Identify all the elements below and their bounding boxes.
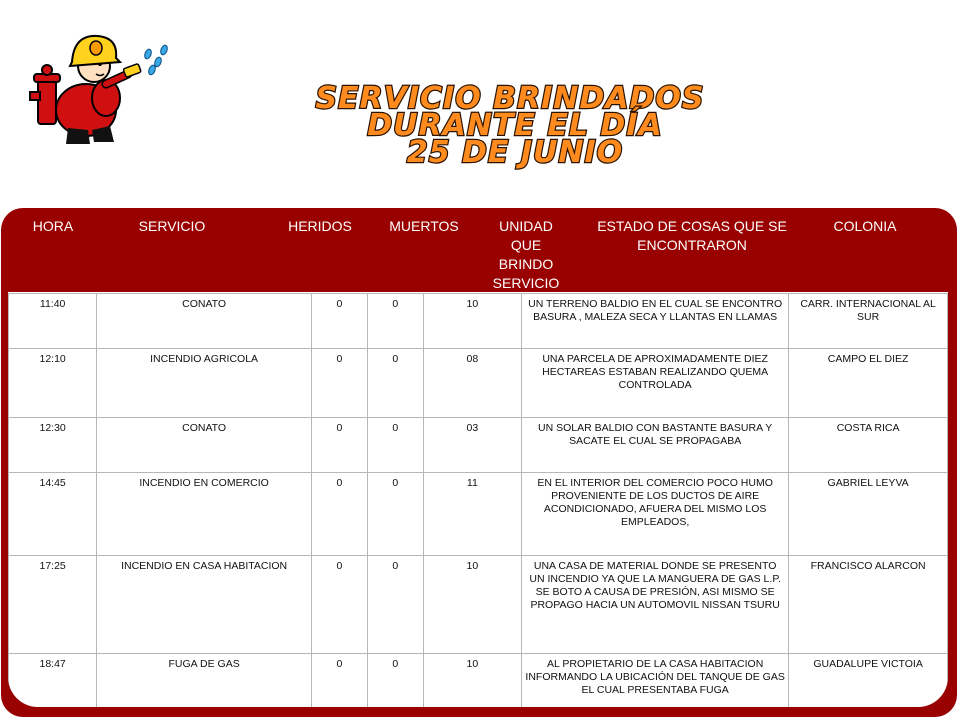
cell-colonia: COSTA RICA bbox=[789, 418, 948, 473]
table-header bbox=[0, 209, 960, 291]
title-line-2: DURANTE EL DÍA bbox=[367, 108, 663, 143]
cell-unidad: 10 bbox=[423, 556, 521, 654]
fire-hydrant-icon bbox=[30, 65, 60, 124]
cell-hora: 14:45 bbox=[9, 473, 97, 556]
cell-heridos: 0 bbox=[311, 349, 367, 418]
table-row bbox=[9, 294, 948, 349]
header-unidad-line-2: QUE bbox=[510, 237, 542, 253]
table-row bbox=[9, 349, 948, 418]
header-heridos: HERIDOS bbox=[288, 218, 352, 234]
cell-muertos: 0 bbox=[367, 556, 423, 654]
header-estado-line-2: ENCONTRARON bbox=[637, 237, 747, 253]
cell-hora: 18:47 bbox=[9, 654, 97, 708]
header-estado bbox=[574, 217, 810, 255]
services-table bbox=[8, 293, 948, 707]
table-row bbox=[9, 418, 948, 473]
cell-servicio: INCENDIO AGRICOLA bbox=[97, 349, 312, 418]
table-row bbox=[9, 473, 948, 556]
cell-unidad: 11 bbox=[423, 473, 521, 556]
header-muertos: MUERTOS bbox=[389, 218, 459, 234]
header-unidad bbox=[478, 217, 574, 293]
cell-hora: 12:30 bbox=[9, 418, 97, 473]
cell-colonia: GUADALUPE VICTOIA bbox=[789, 654, 948, 708]
cell-hora: 11:40 bbox=[9, 294, 97, 349]
cell-servicio: CONATO bbox=[97, 418, 312, 473]
cell-muertos: 0 bbox=[367, 654, 423, 708]
cell-muertos: 0 bbox=[367, 473, 423, 556]
table-row bbox=[9, 654, 948, 708]
header-unidad-line-1: UNIDAD bbox=[499, 218, 553, 234]
header-servicio: SERVICIO bbox=[138, 218, 206, 234]
firefighter-mascot-logo bbox=[28, 28, 173, 148]
header-hora: HORA bbox=[32, 218, 74, 234]
cell-unidad: 08 bbox=[423, 349, 521, 418]
cell-colonia: CARR. INTERNACIONAL AL SUR bbox=[789, 294, 948, 349]
cell-unidad: 03 bbox=[423, 418, 521, 473]
cell-servicio: INCENDIO EN COMERCIO bbox=[97, 473, 312, 556]
page-title bbox=[250, 78, 770, 173]
cell-colonia: CAMPO EL DIEZ bbox=[789, 349, 948, 418]
cell-heridos: 0 bbox=[311, 473, 367, 556]
header-unidad-line-3: BRINDO bbox=[498, 256, 554, 272]
cell-colonia: FRANCISCO ALARCON bbox=[789, 556, 948, 654]
cell-heridos: 0 bbox=[311, 556, 367, 654]
table-panel bbox=[8, 292, 948, 707]
cell-colonia: GABRIEL LEYVA bbox=[789, 473, 948, 556]
title-line-1: SERVICIO BRINDADOS bbox=[315, 81, 705, 116]
cell-hora: 12:10 bbox=[9, 349, 97, 418]
cell-estado: UN SOLAR BALDIO CON BASTANTE BASURA Y SACATE EL CUAL SE PROPAGABA bbox=[522, 418, 789, 473]
cell-heridos: 0 bbox=[311, 654, 367, 708]
cell-servicio: INCENDIO EN CASA HABITACION bbox=[97, 556, 312, 654]
header-estado-line-1: ESTADO DE COSAS QUE SE bbox=[597, 218, 787, 234]
cell-estado: EN EL INTERIOR DEL COMERCIO POCO HUMO PROVENIENTE DE LOS DUCTOS DE AIRE ACONDICIONADO, AFUERA DEL MISMO LOS EMPLEADOS, bbox=[522, 473, 789, 556]
cell-servicio: CONATO bbox=[97, 294, 312, 349]
cell-muertos: 0 bbox=[367, 349, 423, 418]
cell-estado: UNA CASA DE MATERIAL DONDE SE PRESENTO UN INCENDIO YA QUE LA MANGUERA DE GAS L.P. SE BOTO A CAUSA DE PRESIÓN, ASI MISMO SE PROPAGO HACIA UN AUTOMOVIL NISSAN TSURU bbox=[522, 556, 789, 654]
header-colonia: COLONIA bbox=[833, 218, 897, 234]
cell-hora: 17:25 bbox=[9, 556, 97, 654]
cell-unidad: 10 bbox=[423, 654, 521, 708]
cell-servicio: FUGA DE GAS bbox=[97, 654, 312, 708]
water-drops-icon bbox=[143, 44, 168, 75]
title-line-3: 25 DE JUNIO bbox=[406, 135, 624, 170]
cell-heridos: 0 bbox=[311, 294, 367, 349]
cell-heridos: 0 bbox=[311, 418, 367, 473]
cell-muertos: 0 bbox=[367, 294, 423, 349]
cell-estado: UNA PARCELA DE APROXIMADAMENTE DIEZ HECTAREAS ESTABAN REALIZANDO QUEMA CONTROLADA bbox=[522, 349, 789, 418]
cell-muertos: 0 bbox=[367, 418, 423, 473]
cell-unidad: 10 bbox=[423, 294, 521, 349]
header-unidad-line-4: SERVICIO bbox=[492, 275, 560, 291]
table-row bbox=[9, 556, 948, 654]
cell-estado: UN TERRENO BALDIO EN EL CUAL SE ENCONTRO BASURA , MALEZA SECA Y LLANTAS EN LLAMAS bbox=[522, 294, 789, 349]
cell-estado: AL PROPIETARIO DE LA CASA HABITACION INFORMANDO LA UBICACIÓN DEL TANQUE DE GAS EL CUAL PRESENTABA FUGA bbox=[522, 654, 789, 708]
